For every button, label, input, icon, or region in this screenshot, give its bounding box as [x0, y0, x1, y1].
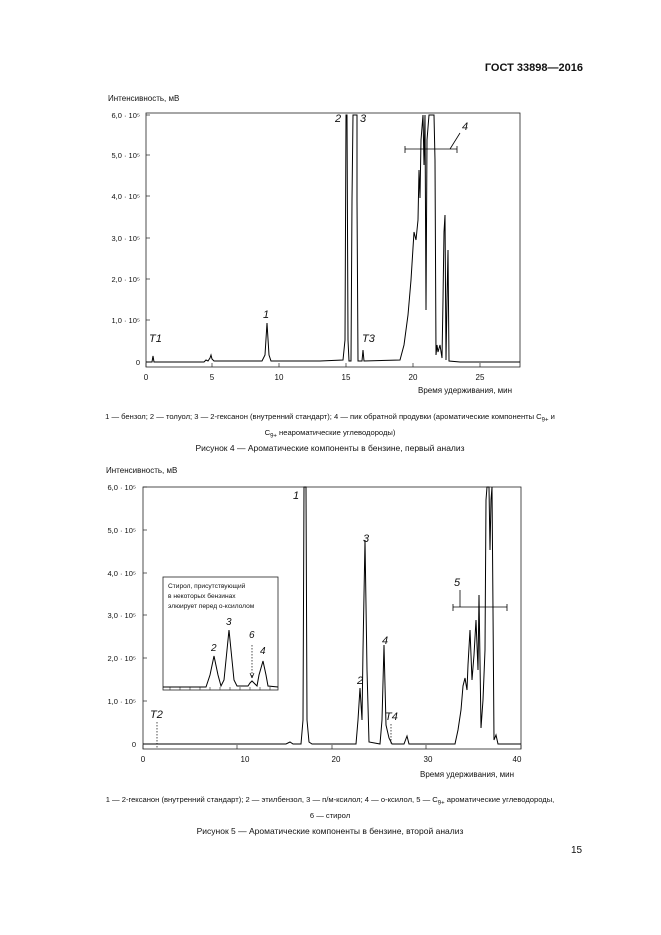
fig4-peak-label: 4: [462, 121, 469, 133]
fig5-ytick-label: 2,0 · 10⁵: [107, 654, 136, 663]
fig5-ytick-label: 4,0 · 10⁵: [107, 569, 136, 578]
fig4-peak-label: 1: [263, 309, 270, 321]
fig4-ytick-label: 4,0 · 10⁵: [111, 192, 140, 201]
fig4-marker-label: T1: [149, 333, 162, 345]
fig5-inset-peak-label: 3: [226, 617, 232, 628]
fig5-caption: Рисунок 5 — Ароматические компоненты в бензине, второй анализ: [196, 826, 464, 836]
fig4-ytick-label: 1,0 · 10⁵: [111, 316, 140, 325]
fig4-caption: Рисунок 4 — Ароматические компоненты в бензине, первый анализ: [195, 443, 465, 453]
fig5-marker-label: T2: [150, 709, 163, 721]
figure4-chromatogram: [0, 0, 661, 400]
fig4-ytick-label: 3,0 · 10⁵: [111, 234, 140, 243]
fig4-plot-frame: [146, 113, 520, 367]
fig5-inset-peak-label: 6: [249, 630, 255, 641]
fig5-peak-label: 5: [454, 577, 461, 589]
fig5-peak-label: 4: [382, 635, 389, 647]
fig4-xtick-label: 15: [341, 373, 351, 382]
fig4-x-ticks: [146, 363, 480, 367]
fig5-inset-text: в некоторых бензинах: [168, 593, 236, 600]
fig5-inset-text: Стирол, присутствующий: [168, 583, 246, 590]
fig4-legend: 1 — бензол; 2 — толуол; 3 — 2-гексанон (внутренний стандарт); 4 — пик обратной продувки (ароматические компоненты $C_{9+}$ и $C_{9+}$ неароматические углеводороды): [105, 412, 555, 440]
fig4-peak-label: 2: [335, 113, 342, 125]
fig4-y-ticks: [146, 115, 150, 362]
fig5-bracket: [453, 590, 507, 611]
fig5-marker-label: T4: [385, 711, 398, 723]
fig5-x-axis-label: Время удерживания, мин: [420, 770, 515, 779]
fig5-y-ticks: [143, 487, 147, 744]
fig4-xtick-label: 25: [475, 373, 485, 382]
fig5-x-ticks: [143, 745, 521, 749]
fig5-inset-text: элюирует перед о-ксилолом: [168, 603, 255, 610]
fig5-peak-label: 2: [357, 675, 364, 687]
fig5-ytick-label: 1,0 · 10⁵: [107, 697, 136, 706]
fig4-ytick-label: 0: [135, 358, 140, 367]
fig4-ytick-label: 5,0 · 10⁵: [111, 151, 140, 160]
fig4-xtick-label: 10: [274, 373, 284, 382]
fig5-legend: 1 — 2-гексанон (внутренний стандарт); 2 — этилбензол, 3 — п/м-ксилол; 4 — о-ксилол, 5 — $C_{9+}$ ароматические углеводороды, 6 — стирол: [105, 795, 555, 820]
fig5-xtick-label: 0: [140, 755, 146, 764]
fig4-ytick-label: 6,0 · 10⁵: [111, 111, 140, 120]
fig4-xtick-label: 0: [143, 373, 149, 382]
fig5-inset-peak-label: 2: [211, 643, 217, 654]
fig5-ytick-label: 3,0 · 10⁵: [107, 611, 136, 620]
fig4-xtick-label: 5: [209, 373, 215, 382]
fig4-xtick-label: 20: [408, 373, 418, 382]
fig5-ytick-label: 0: [131, 740, 136, 749]
fig4-y-axis-label: Интенсивность, мВ: [108, 94, 180, 103]
fig4-bracket: [405, 133, 460, 153]
fig4-ytick-label: 2,0 · 10⁵: [111, 275, 140, 284]
fig5-xtick-label: 30: [423, 755, 433, 764]
fig5-xtick-label: 20: [331, 755, 341, 764]
fig5-xtick-label: 40: [512, 755, 522, 764]
figure5-chromatogram: [0, 470, 661, 770]
fig5-y-axis-label: Интенсивность, мВ: [106, 466, 178, 475]
fig4-x-axis-label: Время удерживания, мин: [418, 386, 513, 395]
fig4-peak-label: 3: [360, 113, 367, 125]
fig5-ytick-label: 6,0 · 10⁵: [107, 483, 136, 492]
fig4-trace: [146, 115, 520, 362]
fig5-ytick-label: 5,0 · 10⁵: [107, 526, 136, 535]
fig5-xtick-label: 10: [240, 755, 250, 764]
standard-header: ГОСТ 33898—2016: [484, 62, 583, 74]
fig4-marker-label: T3: [362, 333, 375, 345]
fig5-inset-peak-label: 4: [260, 646, 266, 657]
page-number: 15: [571, 845, 583, 856]
fig5-peak-label: 3: [363, 533, 370, 545]
fig5-peak-label: 1: [293, 490, 300, 502]
